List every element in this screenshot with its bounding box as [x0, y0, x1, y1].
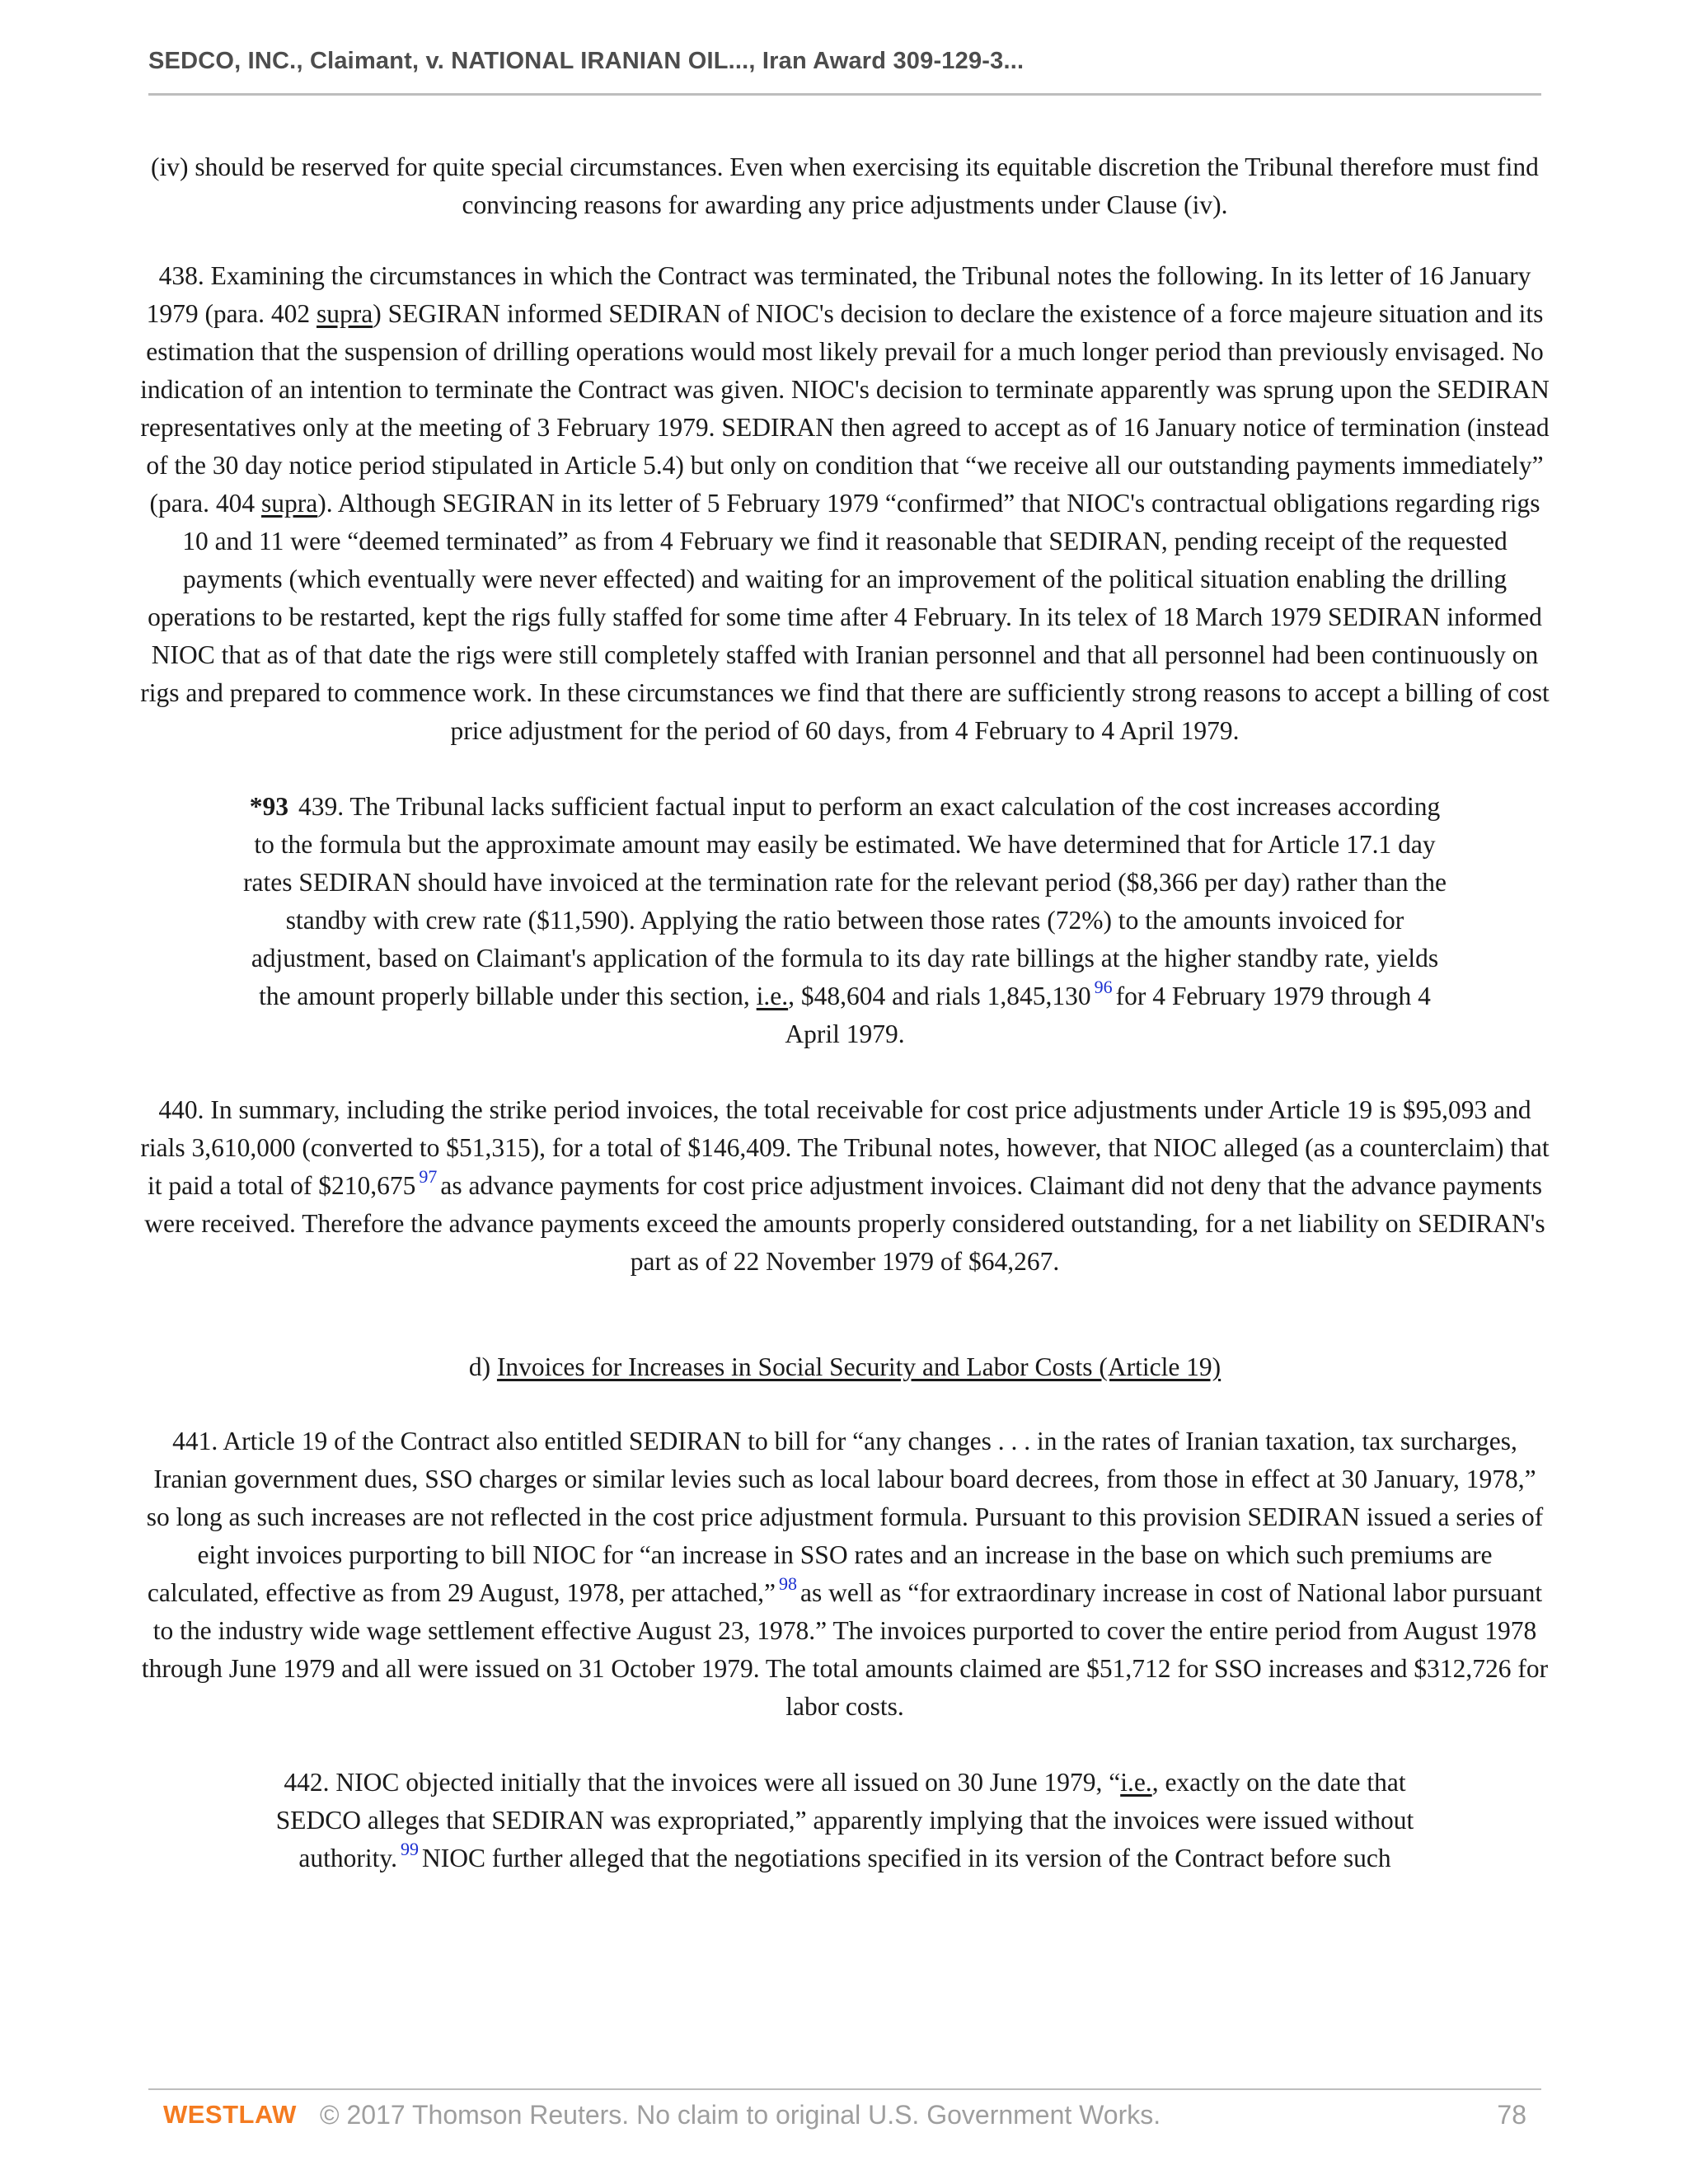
footer-divider: [148, 2088, 1541, 2090]
document-body: [140, 148, 1550, 1915]
paragraph-text: as advance payments for cost price adjustment invoices. Claimant did not deny that the advance payments were received. Therefore the advance payments exceed the amounts properly considered outstanding, for a net liability on SEDIRAN's part as of 22 November 1979 of $64,267.: [144, 1171, 1545, 1276]
paragraph-441: [140, 1422, 1550, 1726]
paragraph-text: ) SEGIRAN informed SEDIRAN of NIOC's decision to declare the existence of a force majeure situation and its estimation that the suspension of drilling operations would most likely prevail for a much longer period than previously envisaged. No indication of an intention to terminate the Contract was given. NIOC's decision to terminate apparently was sprung upon the SEDIRAN representatives only at the meeting of 3 February 1979. SEDIRAN then agreed to accept as of 16 January notice of termination (instead of the 30 day notice period stipulated in Article 5.4) but only on condition that “we receive all our outstanding payments immediately” (para. 404: [140, 299, 1550, 518]
page-footer: [148, 2100, 1541, 2133]
footnote-link-99[interactable]: 99: [400, 1839, 419, 1859]
paragraph-text: as well as “for extraordinary increase in cost of National labor pursuant to the industry wide wage settlement effective August 23, 1978.” The invoices purported to cover the entire period from August 1978 through June 1979 and all were issued on 31 October 1979. The total amounts claimed are $51,712 for SSO increases and $312,726 for labor costs.: [141, 1578, 1549, 1721]
supra-reference: supra: [316, 299, 373, 328]
supra-reference: supra: [261, 489, 318, 518]
paragraph-text: (iv) should be reserved for quite special circumstances. Even when exercising its equitable discretion the Tribunal therefore must find convincing reasons for awarding any price adjustments under Clause (iv).: [151, 152, 1539, 219]
footnote-link-97[interactable]: 97: [419, 1166, 438, 1187]
paragraph-text: 440. In summary, including the strike period invoices, the total receivable for cost price adjustments under Article 19 is $95,093 and rials 3,610,000 (converted to $51,315), for a total of $146,409. The Tribunal notes, however, that NIOC alleged (as a counterclaim) that it paid a total of $210,675: [140, 1095, 1550, 1200]
section-heading-prefix: d): [468, 1352, 497, 1381]
paragraph-440: [140, 1091, 1550, 1281]
ie-abbreviation: i.e.: [1120, 1768, 1152, 1797]
paragraph-text: ). Although SEGIRAN in its letter of 5 February 1979 “confirmed” that NIOC's contractual obligations regarding rigs 10 and 11 were “deemed terminated” as from 4 February we find it reasonable that SEDIRAN, pending receipt of the requested payments (which eventually were never effected) and waiting for an improvement of the political situation enabling the drilling operations to be restarted, kept the rigs fully staffed for some time after 4 February. In its telex of 18 March 1979 SEDIRAN informed NIOC that as of that date the rigs were still completely staffed with Iranian personnel and that all personnel had been continuously on rigs and prepared to commence work. In these circumstances we find that there are sufficiently strong reasons to accept a billing of cost price adjustment for the period of 60 days, from 4 February to 4 April 1979.: [140, 489, 1550, 745]
star-page-marker: *93: [249, 792, 288, 821]
paragraph-438: [140, 257, 1550, 750]
paragraph-continuation: [140, 148, 1550, 224]
paragraph-text: for 4 February 1979 through 4 April 1979.: [785, 982, 1431, 1048]
paragraph-text: 439. The Tribunal lacks sufficient factual input to perform an exact calculation of the cost increases according to the formula but the approximate amount may easily be estimated. We have determined that for Article 17.1 day rates SEDIRAN should have invoiced at the termination rate for the relevant period ($8,366 per day) rather than the standby with crew rate ($11,590). Applying the ratio between those rates (72%) to the amounts invoiced for adjustment, based on Claimant's application of the formula to its day rate billings at the higher standby rate, yields the amount properly billable under this section,: [243, 792, 1447, 1010]
section-heading-title: Invoices for Increases in Social Security and Labor Costs (Article 19): [496, 1352, 1221, 1381]
footnote-link-96[interactable]: 96: [1094, 977, 1113, 997]
paragraph-439: [140, 788, 1550, 1053]
paragraph-text: 438. Examining the circumstances in which the Contract was terminated, the Tribunal notes the following. In its letter of 16 January 1979 (para. 402: [146, 261, 1531, 328]
paragraph-text: 442. NIOC objected initially that the invoices were all issued on 30 June 1979, “: [284, 1768, 1121, 1797]
header-divider: [148, 93, 1541, 96]
copyright-notice: © 2017 Thomson Reuters. No claim to original U.S. Government Works.: [320, 2100, 1161, 2130]
paragraph-text: , exactly on the date that SEDCO alleges that SEDIRAN was expropriated,” apparently implying that the invoices were issued without authority.: [275, 1768, 1414, 1872]
paragraph-442: [140, 1764, 1550, 1877]
section-heading: [140, 1348, 1550, 1386]
document-header-title: SEDCO, INC., Claimant, v. NATIONAL IRANIAN OIL..., Iran Award 309-129-3...: [148, 48, 1025, 74]
paragraph-text: 441. Article 19 of the Contract also entitled SEDIRAN to bill for “any changes . . . in the rates of Iranian taxation, tax surcharges, Iranian government dues, SSO charges or similar levies such as local labour board decrees, from those in effect at 30 January, 1978,” so long as such increases are not reflected in the cost price adjustment formula. Pursuant to this provision SEDIRAN issued a series of eight invoices purporting to bill NIOC for “an increase in SSO rates and an increase in the base on which such premiums are calculated, effective as from 29 August, 1978, per attached,”: [146, 1427, 1544, 1607]
footnote-link-98[interactable]: 98: [779, 1573, 798, 1594]
page-number: 78: [1497, 2100, 1526, 2130]
paragraph-text: NIOC further alleged that the negotiations specified in its version of the Contract before such: [421, 1844, 1391, 1872]
westlaw-logo: WESTLAW: [163, 2100, 297, 2129]
ie-abbreviation: i.e.: [756, 982, 789, 1010]
paragraph-text: , $48,604 and rials 1,845,130: [788, 982, 1091, 1010]
